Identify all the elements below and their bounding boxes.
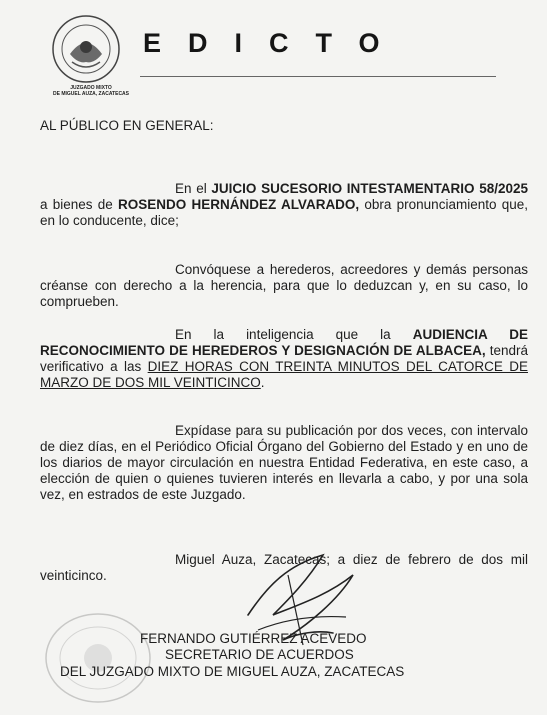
hearing-lead: En la inteligencia que la	[175, 327, 413, 342]
paragraph-case	[40, 181, 528, 229]
place-date-text: Miguel Auza, Zacatecas; a diez de febrero de dos mil veinticinco.	[40, 552, 528, 583]
hearing-tail: .	[260, 375, 265, 390]
paragraph-summons	[40, 262, 528, 310]
signer-name: FERNANDO GUTIÉRREZ ACEVEDO	[140, 631, 367, 646]
hearing-mid: tendrá verificativo a las	[40, 343, 528, 374]
hearing-name: AUDIENCIA DE RECONOCIMIENTO DE HEREDEROS Y DESIGNACIÓN DE ALBACEA,	[40, 327, 528, 358]
deceased-name: ROSENDO HERNÁNDEZ ALVARADO,	[117, 197, 360, 212]
case-lead: En el	[175, 181, 212, 196]
hearing-datetime: DIEZ HORAS CON TREINTA MINUTOS DEL CATORCE DE MARZO DE DOS MIL VEINTICINCO	[40, 359, 528, 390]
paragraph-hearing	[40, 327, 528, 391]
greeting: AL PÚBLICO EN GENERAL:	[40, 118, 214, 133]
case-tail: obra pronunciamiento que, en lo conducente, dice;	[40, 197, 528, 228]
court-name-line2: DE MIGUEL AUZA, ZACATECAS	[52, 91, 130, 97]
court-name-line1: JUZGADO MIXTO	[70, 85, 112, 91]
case-mid: a bienes de	[40, 197, 118, 212]
signer-role: SECRETARIO DE ACUERDOS	[165, 647, 354, 662]
case-number: JUICIO SUCESORIO INTESTAMENTARIO 58/2025	[211, 181, 528, 196]
title-divider	[140, 76, 496, 77]
document-title: EDICTO	[143, 28, 407, 58]
summons-text: Convóquese a herederos, acreedores y demás personas créanse con derecho a la herencia, para que lo deduzcan y, en su caso, lo comprueben.	[40, 262, 528, 309]
signer-court: DEL JUZGADO MIXTO DE MIGUEL AUZA, ZACATECAS	[60, 664, 405, 679]
court-seal-icon	[40, 14, 132, 84]
paragraph-publication	[40, 423, 528, 503]
court-name	[36, 85, 146, 97]
publication-text: Expídase para su publicación por dos veces, con intervalo de diez días, en el Periódico Oficial Órgano del Gobierno del Estado y en uno de los diarios de mayor circulación en nuestra Entidad Federativa, en este caso, a elección de quien o quienes tuvieren interés en llevarla a cabo, y por una sola vez, en estrados de este Juzgado.	[40, 423, 528, 502]
